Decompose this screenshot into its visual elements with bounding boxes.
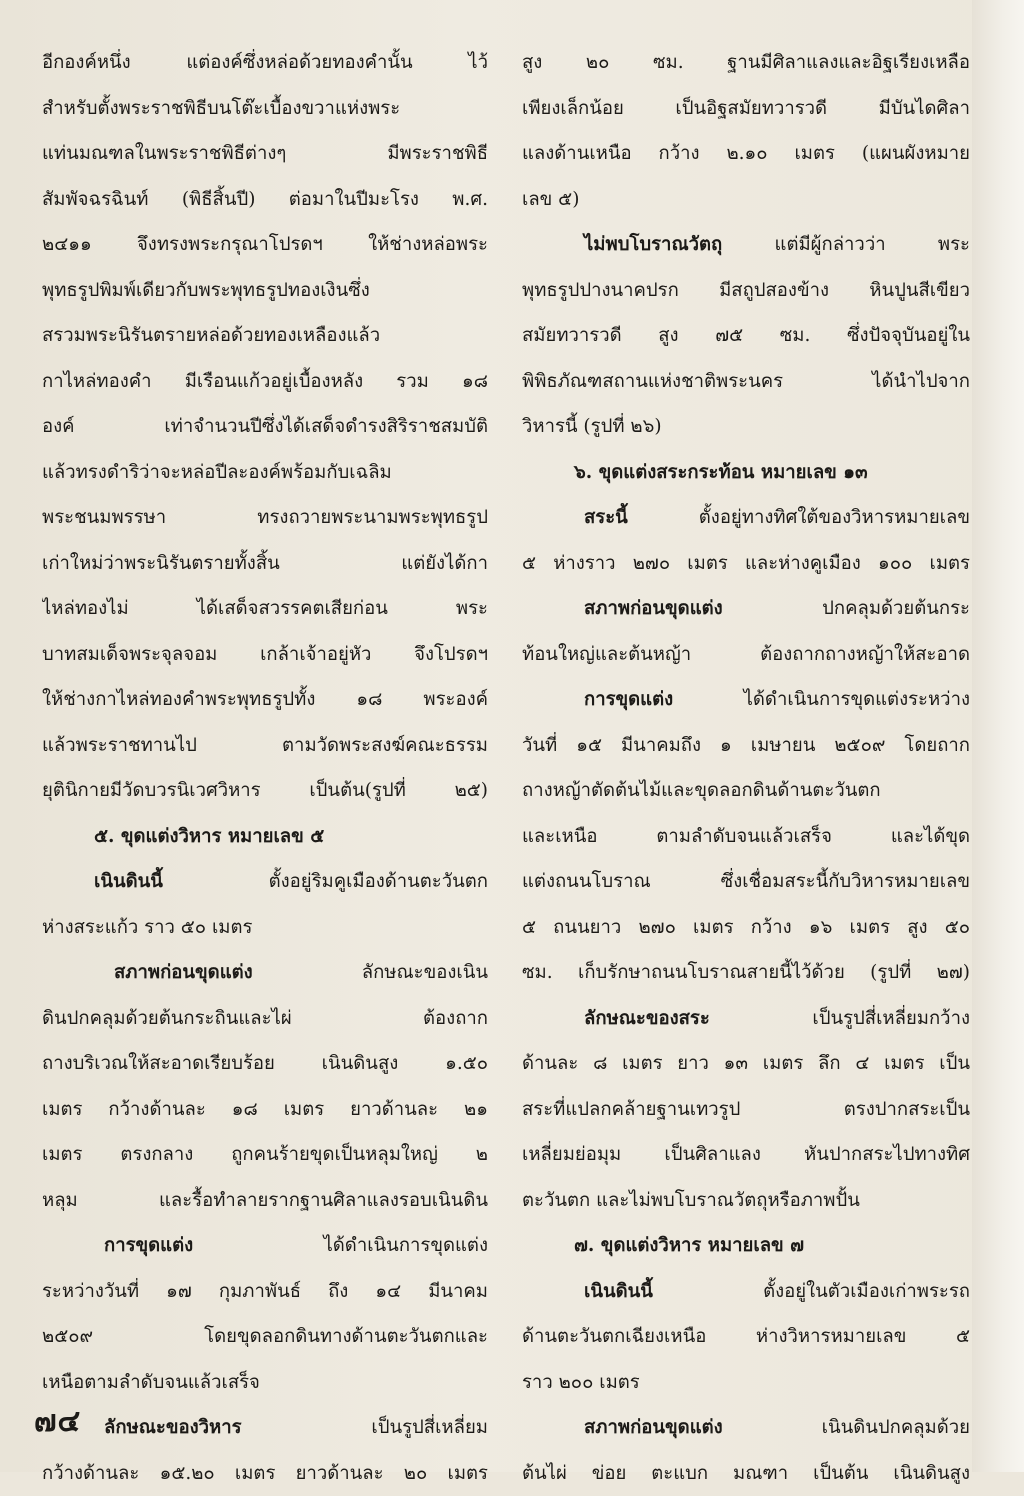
text-line: [42, 768, 488, 814]
line-text: พิพิธภัณฑสถานแห่งชาติพระนคร ได้นำไปจาก: [522, 371, 970, 392]
text-line: [42, 495, 488, 541]
line-text: สระที่แปลกคล้ายฐานเทวรูป ตรงปากสระเป็น: [522, 1099, 970, 1120]
text-line: [522, 859, 970, 905]
line-text: แต่มีผู้กล่าวว่า พระ: [722, 234, 970, 255]
line-text: หลุม และรื้อทำลายรากฐานศิลาแลงรอบเนินดิน: [42, 1190, 488, 1211]
line-text: เก่าใหม่ว่าพระนิรันตรายทั้งสิ้น แต่ยังได้กา: [42, 553, 488, 574]
line-text: ดินปกคลุมด้วยต้นกระถินและไผ่ ต้องถาก: [42, 1008, 488, 1029]
line-text: สมัยทวารวดี สูง ๗๕ ซม. ซึ่งปัจจุบันอยู่ใน: [522, 325, 970, 346]
line-text: เลข ๕): [522, 189, 579, 210]
text-line: [522, 1314, 970, 1360]
text-line: [522, 677, 970, 723]
bold-heading: สภาพก่อนขุดแต่ง: [584, 598, 723, 619]
line-text: บาทสมเด็จพระจุลจอม เกล้าเจ้าอยู่หัว จึงโปรดฯ: [42, 644, 488, 665]
text-line: [522, 222, 970, 268]
text-line: [522, 404, 970, 450]
text-line: [522, 950, 970, 996]
text-line: [42, 313, 488, 359]
text-line: [522, 1132, 970, 1178]
text-line: [42, 222, 488, 268]
line-text: ท้อนใหญ่และต้นหญ้า ต้องถากถางหญ้าให้สะอาด: [522, 644, 970, 665]
line-text: วันที่ ๑๕ มีนาคมถึง ๑ เมษายน ๒๕๐๙ โดยถาก: [522, 735, 970, 756]
page-edge-shadow: [972, 0, 1024, 1472]
line-text: องค์ เท่าจำนวนปีซึ่งได้เสด็จดำรงสิริราชสมบัติ: [42, 416, 488, 437]
line-text: ตั้งอยู่ริมคูเมืองด้านตะวันตก: [163, 871, 488, 892]
text-line: [522, 1405, 970, 1451]
text-line: [42, 996, 488, 1042]
text-line: [42, 177, 488, 223]
right-text-column: [522, 40, 970, 1496]
bold-heading: ๕. ขุดแต่งวิหาร หมายเลข ๕: [94, 826, 324, 847]
line-text: เนินดินปกคลุมด้วย: [723, 1417, 970, 1438]
text-line: [42, 1451, 488, 1496]
bold-heading: ไม่พบโบราณวัตถุ: [584, 234, 722, 255]
text-line: [522, 1223, 970, 1269]
line-text: ลักษณะของเนิน: [253, 962, 488, 983]
text-line: [42, 131, 488, 177]
text-line: [42, 1405, 488, 1451]
line-text: เหนือตามลำดับจนแล้วเสร็จ: [42, 1372, 260, 1393]
line-text: สรวมพระนิรันตรายหล่อด้วยทองเหลืองแล้ว: [42, 325, 380, 346]
text-line: [42, 359, 488, 405]
line-text: ด้านละ ๘ เมตร ยาว ๑๓ เมตร ลึก ๔ เมตร เป็น: [522, 1053, 970, 1074]
text-line: [42, 1223, 488, 1269]
text-line: [42, 404, 488, 450]
text-line: [42, 1041, 488, 1087]
left-text-column: [42, 40, 488, 1496]
line-text: ๒๔๑๑ จึงทรงพระกรุณาโปรดฯ ให้ช่างหล่อพระ: [42, 234, 488, 255]
text-line: [42, 586, 488, 632]
text-line: [522, 814, 970, 860]
line-text: ถางหญ้าตัดต้นไม้และขุดลอกดินด้านตะวันตก: [522, 780, 881, 801]
line-text: เพียงเล็กน้อย เป็นอิฐสมัยทวารวดี มีบันไดศิลา: [522, 98, 970, 119]
text-line: [42, 859, 488, 905]
text-line: [522, 495, 970, 541]
bold-heading: ๖. ขุดแต่งสระกระท้อน หมายเลข ๑๓: [574, 462, 868, 483]
text-line: [522, 268, 970, 314]
text-line: [522, 177, 970, 223]
text-line: [522, 131, 970, 177]
line-text: สูง ๒๐ ซม. ฐานมีศิลาแลงและอิฐเรียงเหลือ: [522, 52, 970, 73]
text-line: [522, 996, 970, 1042]
line-text: เป็นรูปสี่เหลี่ยม: [242, 1417, 488, 1438]
line-text: ตั้งอยู่ทางทิศใต้ของวิหารหมายเลข: [628, 507, 970, 528]
line-text: ด้านตะวันตกเฉียงเหนือ ห่างวิหารหมายเลข ๕: [522, 1326, 970, 1347]
line-text: แล้วทรงดำริว่าจะหล่อปีละองค์พร้อมกับเฉลิม: [42, 462, 392, 483]
bold-heading: ลักษณะของสระ: [584, 1008, 710, 1029]
line-text: วิหารนี้ (รูปที่ ๒๖): [522, 416, 662, 437]
line-text: อีกองค์หนึ่ง แต่องค์ซึ่งหล่อด้วยทองคำนั้น ไว้: [42, 52, 488, 73]
line-text: ได้ดำเนินการขุดแต่ง: [193, 1235, 488, 1256]
text-line: [42, 677, 488, 723]
line-text: ระหว่างวันที่ ๑๗ กุมภาพันธ์ ถึง ๑๔ มีนาคม: [42, 1281, 488, 1302]
text-line: [42, 1178, 488, 1224]
line-text: ๕ ห่างราว ๒๗๐ เมตร และห่างคูเมือง ๑๐๐ เมตร: [522, 553, 970, 574]
text-line: [42, 1132, 488, 1178]
text-line: [42, 450, 488, 496]
text-line: [522, 632, 970, 678]
line-text: ต้นไผ่ ข่อย ตะแบก มณฑา เป็นต้น เนินดินสูง: [522, 1463, 970, 1484]
text-line: [522, 313, 970, 359]
text-line: [522, 1087, 970, 1133]
bold-heading: ลักษณะของวิหาร: [104, 1417, 242, 1438]
line-text: สำหรับตั้งพระราชพิธีบนโต๊ะเบื้องขวาแห่งพระ: [42, 98, 400, 119]
line-text: พุทธรูปปางนาคปรก มีสถูปสองข้าง หินปูนสีเขียว: [522, 280, 970, 301]
line-text: ซม. เก็บรักษาถนนโบราณสายนี้ไว้ด้วย (รูปที่ ๒๗): [522, 962, 970, 983]
line-text: ยุตินิกายมีวัดบวรนิเวศวิหาร เป็นต้น(รูปที่ ๒๕): [42, 780, 488, 801]
line-text: ให้ช่างกาไหล่ทองคำพระพุทธรูปทั้ง ๑๘ พระองค์: [42, 689, 488, 710]
line-text: ถางบริเวณให้สะอาดเรียบร้อย เนินดินสูง ๑.๕๐: [42, 1053, 488, 1074]
text-line: [522, 1360, 970, 1406]
line-text: เป็นรูปสี่เหลี่ยมกว้าง: [710, 1008, 970, 1029]
line-text: กาไหล่ทองคำ มีเรือนแก้วอยู่เบื้องหลัง รวม ๑๘: [42, 371, 488, 392]
text-line: [522, 1041, 970, 1087]
line-text: ราว ๒๐๐ เมตร: [522, 1372, 640, 1393]
text-line: [42, 632, 488, 678]
text-line: [522, 723, 970, 769]
line-text: พระชนมพรรษา ทรงถวายพระนามพระพุทธรูป: [42, 507, 488, 528]
line-text: กว้างด้านละ ๑๕.๒๐ เมตร ยาวด้านละ ๒๐ เมตร: [42, 1463, 488, 1484]
text-line: [42, 723, 488, 769]
text-line: [522, 1269, 970, 1315]
text-line: [42, 814, 488, 860]
line-text: แท่นมณฑลในพระราชพิธีต่างๆ มีพระราชพิธี: [42, 143, 488, 164]
bold-heading: สภาพก่อนขุดแต่ง: [584, 1417, 723, 1438]
bold-heading: สระนี้: [584, 507, 628, 528]
line-text: ปกคลุมด้วยต้นกระ: [723, 598, 970, 619]
text-line: [42, 1360, 488, 1406]
text-line: [42, 40, 488, 86]
line-text: ตั้งอยู่ในตัวเมืองเก่าพระรถ: [653, 1281, 970, 1302]
line-text: แลงด้านเหนือ กว้าง ๒.๑๐ เมตร (แผนผังหมาย: [522, 143, 970, 164]
line-text: พุทธรูปพิมพ์เดียวกับพระพุทธรูปทองเงินซึ่ง: [42, 280, 370, 301]
text-line: [522, 86, 970, 132]
bold-heading: เนินดินนี้: [584, 1281, 653, 1302]
text-line: [42, 86, 488, 132]
text-line: [42, 541, 488, 587]
text-line: [42, 950, 488, 996]
line-text: เมตร ตรงกลาง ถูกคนร้ายขุดเป็นหลุมใหญ่ ๒: [42, 1144, 488, 1165]
line-text: ห่างสระแก้ว ราว ๕๐ เมตร: [42, 917, 252, 938]
text-line: [522, 1178, 970, 1224]
text-line: [522, 541, 970, 587]
text-line: [522, 1451, 970, 1496]
bold-heading: เนินดินนี้: [94, 871, 163, 892]
bold-heading: สภาพก่อนขุดแต่ง: [114, 962, 253, 983]
text-line: [522, 905, 970, 951]
line-text: ไหล่ทองไม่ ได้เสด็จสวรรคตเสียก่อน พระ: [42, 598, 488, 619]
text-line: [42, 905, 488, 951]
page-number: ๗๔: [34, 1398, 81, 1445]
line-text: เมตร กว้างด้านละ ๑๘ เมตร ยาวด้านละ ๒๑: [42, 1099, 488, 1120]
bold-heading: ๗. ขุดแต่งวิหาร หมายเลข ๗: [574, 1235, 804, 1256]
text-line: [42, 1087, 488, 1133]
line-text: แต่งถนนโบราณ ซึ่งเชื่อมสระนี้กับวิหารหมายเลข: [522, 871, 970, 892]
text-line: [42, 1314, 488, 1360]
line-text: ๕ ถนนยาว ๒๗๐ เมตร กว้าง ๑๖ เมตร สูง ๕๐: [522, 917, 970, 938]
text-line: [522, 586, 970, 632]
bold-heading: การขุดแต่ง: [584, 689, 673, 710]
line-text: สัมพัจฉรฉินท์ (พิธีสิ้นปี) ต่อมาในปีมะโรง พ.ศ.: [42, 189, 488, 210]
line-text: ได้ดำเนินการขุดแต่งระหว่าง: [673, 689, 970, 710]
line-text: และเหนือ ตามลำดับจนแล้วเสร็จ และได้ขุด: [522, 826, 970, 847]
text-line: [522, 359, 970, 405]
text-line: [42, 268, 488, 314]
text-line: [42, 1269, 488, 1315]
line-text: แล้วพระราชทานไป ตามวัดพระสงฆ์คณะธรรม: [42, 735, 488, 756]
line-text: เหลี่ยมย่อมุม เป็นศิลาแลง หันปากสระไปทางทิศ: [522, 1144, 970, 1165]
text-line: [522, 450, 970, 496]
line-text: ๒๕๐๙ โดยขุดลอกดินทางด้านตะวันตกและ: [42, 1326, 488, 1347]
text-line: [522, 768, 970, 814]
line-text: ตะวันตก และไม่พบโบราณวัตถุหรือภาพปั้น: [522, 1190, 860, 1211]
bold-heading: การขุดแต่ง: [104, 1235, 193, 1256]
text-line: [522, 40, 970, 86]
